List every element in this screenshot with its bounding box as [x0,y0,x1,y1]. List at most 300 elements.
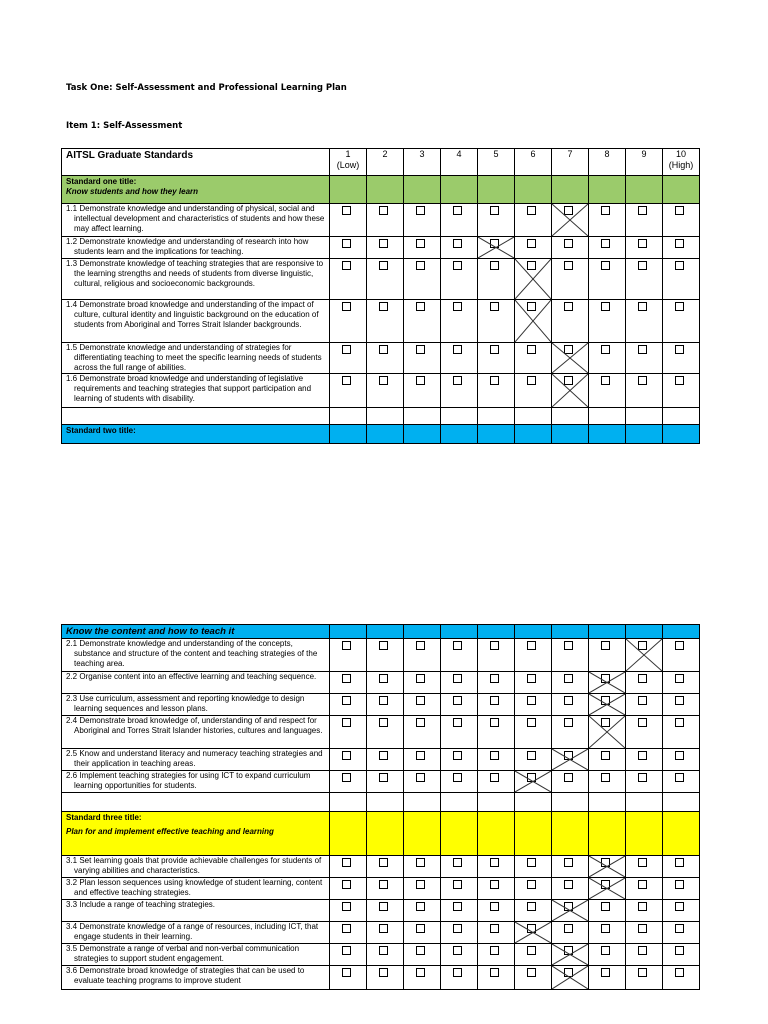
criterion-text: 1.4 Demonstrate broad knowledge and understanding of the impact of culture, cultural identity and linguistic background on the education of students from Aboriginal and Torres Strait Islander backgrounds. [66,300,319,329]
rating-checkbox[interactable] [564,880,573,889]
empty-cell [330,812,367,856]
rating-checkbox[interactable] [564,858,573,867]
rating-cell-9 [626,694,663,716]
standard-row [62,944,700,966]
rating-cell-5 [478,749,515,771]
rating-checkbox[interactable] [342,880,351,889]
criterion-text: 1.6 Demonstrate broad knowledge and understanding of legislative requirements and teaching strategies that support participation and learning of students with disability. [66,374,312,403]
rating-checkbox[interactable] [379,641,388,650]
criterion-text: 2.3 Use curriculum, assessment and reporting knowledge to design learning sequences and lesson plans. [66,694,305,713]
rating-checkbox[interactable] [638,206,647,215]
rating-checkbox[interactable] [638,968,647,977]
rating-cell-10 [663,204,700,237]
rating-cell-4 [441,300,478,343]
empty-cell [367,812,404,856]
rating-cell-3 [404,771,441,793]
rating-checkbox[interactable] [416,773,425,782]
rating-checkbox[interactable] [601,345,610,354]
rating-checkbox[interactable] [675,376,684,385]
rating-cell-6 [515,771,552,793]
rating-checkbox[interactable] [453,376,462,385]
rating-cell-2 [367,944,404,966]
rating-checkbox[interactable] [527,641,536,650]
rating-checkbox[interactable] [453,302,462,311]
rating-column-header-5: 5 [478,149,515,176]
selected-x-mark [552,343,588,373]
rating-cell-7 [552,204,589,237]
standard-one-header [62,176,700,204]
rating-checkbox[interactable] [601,968,610,977]
empty-cell [663,793,700,812]
standard-row [62,771,700,793]
rating-cell-4 [441,878,478,900]
rating-checkbox[interactable] [416,641,425,650]
rating-checkbox[interactable] [675,206,684,215]
rating-checkbox[interactable] [527,751,536,760]
rating-checkbox[interactable] [675,674,684,683]
rating-checkbox[interactable] [379,902,388,911]
rating-checkbox[interactable] [675,696,684,705]
rating-checkbox[interactable] [527,376,536,385]
rating-checkbox[interactable] [675,880,684,889]
rating-checkbox[interactable] [564,674,573,683]
rating-cell-8 [589,922,626,944]
empty-cell [330,625,367,639]
empty-cell [515,425,552,444]
rating-checkbox[interactable] [379,880,388,889]
criterion-description [62,204,330,237]
rating-checkbox[interactable] [453,696,462,705]
criterion-text: 3.3 Include a range of teaching strategies. [66,900,215,909]
blank-row [62,408,700,425]
rating-checkbox[interactable] [564,773,573,782]
rating-checkbox[interactable] [675,345,684,354]
rating-checkbox[interactable] [379,924,388,933]
empty-cell [552,408,589,425]
rating-checkbox[interactable] [638,674,647,683]
rating-cell-3 [404,237,441,259]
rating-checkbox[interactable] [342,376,351,385]
rating-cell-8 [589,771,626,793]
rating-checkbox[interactable] [601,902,610,911]
empty-cell [552,812,589,856]
rating-cell-2 [367,374,404,408]
rating-cell-1 [330,749,367,771]
rating-cell-2 [367,639,404,672]
rating-cell-1 [330,966,367,990]
rating-checkbox[interactable] [453,946,462,955]
empty-cell [478,793,515,812]
rating-checkbox[interactable] [638,302,647,311]
rating-checkbox[interactable] [490,641,499,650]
rating-checkbox[interactable] [379,376,388,385]
rating-checkbox[interactable] [342,302,351,311]
rating-checkbox[interactable] [527,696,536,705]
rating-cell-2 [367,204,404,237]
rating-cell-6 [515,300,552,343]
rating-checkbox[interactable] [416,902,425,911]
rating-checkbox[interactable] [342,968,351,977]
criterion-description [62,966,330,990]
criterion-description [62,944,330,966]
rating-cell-5 [478,374,515,408]
selected-x-mark [515,771,551,792]
empty-cell [552,793,589,812]
rating-cell-8 [589,237,626,259]
rating-cell-2 [367,856,404,878]
rating-checkbox[interactable] [379,261,388,270]
rating-checkbox[interactable] [675,924,684,933]
rating-checkbox[interactable] [638,345,647,354]
empty-cell [552,425,589,444]
rating-checkbox[interactable] [527,718,536,727]
standard-row [62,716,700,749]
rating-checkbox[interactable] [601,751,610,760]
blank-row [62,793,700,812]
standard-row [62,672,700,694]
rating-checkbox[interactable] [453,239,462,248]
rating-cell-5 [478,878,515,900]
rating-checkbox[interactable] [638,261,647,270]
standard-row [62,204,700,237]
rating-cell-6 [515,856,552,878]
empty-cell [404,625,441,639]
rating-checkbox[interactable] [453,641,462,650]
rating-checkbox[interactable] [490,376,499,385]
rating-cell-9 [626,672,663,694]
empty-cell [367,625,404,639]
rating-cell-9 [626,878,663,900]
rating-cell-8 [589,878,626,900]
criterion-text: 3.4 Demonstrate knowledge of a range of resources, including ICT, that engage students in their learning. [66,922,319,941]
rating-cell-3 [404,944,441,966]
standard-row [62,237,700,259]
empty-cell [663,625,700,639]
rating-checkbox[interactable] [453,773,462,782]
rating-checkbox[interactable] [453,968,462,977]
rating-cell-6 [515,878,552,900]
rating-checkbox[interactable] [416,751,425,760]
empty-cell [367,425,404,444]
empty-cell [626,625,663,639]
rating-checkbox[interactable] [527,880,536,889]
selected-x-mark [552,944,588,965]
rating-checkbox[interactable] [675,773,684,782]
table-header-title: AITSL Graduate Standards [62,149,330,176]
rating-checkbox[interactable] [564,641,573,650]
rating-checkbox[interactable] [638,751,647,760]
standard-two-title-row [62,625,700,639]
criterion-text: 3.6 Demonstrate broad knowledge of strategies that can be used to evaluate teaching programs to improve student [66,966,305,985]
rating-cell-10 [663,259,700,300]
rating-column-header-6: 6 [515,149,552,176]
criterion-text: 1.1 Demonstrate knowledge and understanding of physical, social and intellectual development and characteristics of students and how these may affect learning. [66,204,325,233]
standard-row [62,878,700,900]
rating-cell-2 [367,922,404,944]
table-header-row [62,149,700,176]
rating-checkbox[interactable] [527,345,536,354]
standard-row [62,966,700,990]
rating-checkbox[interactable] [453,718,462,727]
rating-checkbox[interactable] [675,302,684,311]
rating-cell-2 [367,259,404,300]
rating-checkbox[interactable] [379,239,388,248]
rating-cell-7 [552,300,589,343]
rating-checkbox[interactable] [638,376,647,385]
rating-checkbox[interactable] [453,880,462,889]
rating-checkbox[interactable] [601,376,610,385]
rating-checkbox[interactable] [490,968,499,977]
item-title: Item 1: Self-Assessment [66,121,183,131]
empty-cell [589,625,626,639]
rating-cell-10 [663,343,700,374]
rating-checkbox[interactable] [601,206,610,215]
criterion-text: 2.5 Know and understand literacy and numeracy teaching strategies and their application in teaching areas. [66,749,323,768]
rating-checkbox[interactable] [638,239,647,248]
rating-cell-5 [478,966,515,990]
rating-checkbox[interactable] [675,239,684,248]
criterion-description [62,694,330,716]
rating-checkbox[interactable] [379,674,388,683]
rating-checkbox[interactable] [490,302,499,311]
rating-cell-6 [515,374,552,408]
rating-checkbox[interactable] [601,641,610,650]
rating-cell-7 [552,878,589,900]
rating-checkbox[interactable] [416,718,425,727]
rating-checkbox[interactable] [490,696,499,705]
rating-checkbox[interactable] [638,773,647,782]
rating-cell-1 [330,343,367,374]
criterion-description [62,374,330,408]
empty-cell [330,425,367,444]
rating-checkbox[interactable] [416,924,425,933]
rating-checkbox[interactable] [379,345,388,354]
rating-checkbox[interactable] [527,968,536,977]
rating-cell-7 [552,259,589,300]
rating-checkbox[interactable] [379,718,388,727]
rating-checkbox[interactable] [453,924,462,933]
rating-checkbox[interactable] [453,345,462,354]
rating-cell-3 [404,374,441,408]
rating-checkbox[interactable] [416,858,425,867]
rating-cell-5 [478,672,515,694]
rating-checkbox[interactable] [342,674,351,683]
rating-checkbox[interactable] [490,773,499,782]
rating-checkbox[interactable] [342,773,351,782]
rating-checkbox[interactable] [490,674,499,683]
rating-checkbox[interactable] [379,206,388,215]
rating-cell-1 [330,856,367,878]
rating-checkbox[interactable] [416,302,425,311]
rating-checkbox[interactable] [675,718,684,727]
rating-cell-1 [330,237,367,259]
rating-cell-5 [478,856,515,878]
empty-cell [441,176,478,204]
rating-checkbox[interactable] [490,858,499,867]
rating-cell-3 [404,878,441,900]
standard-three-title-label: Standard three title: [66,813,142,822]
rating-cell-10 [663,966,700,990]
rating-checkbox[interactable] [527,946,536,955]
empty-cell [478,812,515,856]
rating-checkbox[interactable] [342,696,351,705]
rating-checkbox[interactable] [490,718,499,727]
rating-checkbox[interactable] [527,239,536,248]
rating-checkbox[interactable] [601,773,610,782]
rating-column-header-8: 8 [589,149,626,176]
rating-checkbox[interactable] [490,946,499,955]
rating-checkbox[interactable] [490,261,499,270]
rating-checkbox[interactable] [453,206,462,215]
rating-checkbox[interactable] [342,924,351,933]
empty-cell [589,793,626,812]
rating-cell-8 [589,694,626,716]
rating-checkbox[interactable] [601,302,610,311]
rating-checkbox[interactable] [675,751,684,760]
rating-checkbox[interactable] [342,946,351,955]
rating-cell-8 [589,966,626,990]
empty-cell [404,793,441,812]
criterion-text: 2.6 Implement teaching strategies for using ICT to expand curriculum learning opportunities for students. [66,771,311,790]
rating-checkbox[interactable] [416,880,425,889]
empty-cell [478,408,515,425]
rating-checkbox[interactable] [342,902,351,911]
rating-checkbox[interactable] [453,902,462,911]
rating-checkbox[interactable] [638,858,647,867]
rating-checkbox[interactable] [638,902,647,911]
standard-two-rows [62,639,700,793]
rating-checkbox[interactable] [416,674,425,683]
rating-cell-10 [663,944,700,966]
rating-checkbox[interactable] [638,924,647,933]
rating-column-header-2: 2 [367,149,404,176]
rating-cell-1 [330,716,367,749]
rating-cell-1 [330,672,367,694]
rating-checkbox[interactable] [342,239,351,248]
rating-checkbox[interactable] [564,261,573,270]
rating-checkbox[interactable] [453,674,462,683]
rating-checkbox[interactable] [527,858,536,867]
rating-checkbox[interactable] [675,641,684,650]
rating-cell-10 [663,374,700,408]
rating-checkbox[interactable] [564,924,573,933]
rating-checkbox[interactable] [342,345,351,354]
rating-checkbox[interactable] [527,902,536,911]
empty-cell [478,176,515,204]
rating-checkbox[interactable] [416,696,425,705]
rating-checkbox[interactable] [453,751,462,760]
criterion-description [62,749,330,771]
rating-checkbox[interactable] [379,302,388,311]
rating-checkbox[interactable] [342,206,351,215]
rating-checkbox[interactable] [490,902,499,911]
rating-checkbox[interactable] [416,239,425,248]
criterion-description [62,237,330,259]
rating-checkbox[interactable] [675,902,684,911]
empty-cell [404,176,441,204]
rating-checkbox[interactable] [675,946,684,955]
rating-cell-8 [589,343,626,374]
rating-checkbox[interactable] [379,696,388,705]
rating-cell-4 [441,966,478,990]
rating-checkbox[interactable] [564,239,573,248]
rating-cell-1 [330,878,367,900]
rating-checkbox[interactable] [416,206,425,215]
rating-checkbox[interactable] [416,946,425,955]
rating-checkbox[interactable] [453,858,462,867]
rating-checkbox[interactable] [638,946,647,955]
rating-checkbox[interactable] [527,674,536,683]
rating-checkbox[interactable] [638,696,647,705]
rating-checkbox[interactable] [453,261,462,270]
rating-checkbox[interactable] [675,261,684,270]
rating-checkbox[interactable] [342,718,351,727]
rating-cell-4 [441,694,478,716]
rating-checkbox[interactable] [379,751,388,760]
rating-checkbox[interactable] [638,718,647,727]
rating-cell-4 [441,749,478,771]
rating-cell-9 [626,856,663,878]
rating-checkbox[interactable] [416,261,425,270]
standard-row [62,900,700,922]
rating-checkbox[interactable] [416,345,425,354]
rating-checkbox[interactable] [342,751,351,760]
rating-checkbox[interactable] [601,946,610,955]
rating-checkbox[interactable] [490,880,499,889]
criterion-text: 2.1 Demonstrate knowledge and understanding of the concepts, substance and structure of the content and teaching strategies of the teaching area. [66,639,318,668]
standard-row [62,259,700,300]
rating-checkbox[interactable] [342,641,351,650]
rating-checkbox[interactable] [490,751,499,760]
rating-cell-9 [626,749,663,771]
rating-checkbox[interactable] [564,302,573,311]
rating-checkbox[interactable] [490,924,499,933]
rating-cell-5 [478,300,515,343]
rating-checkbox[interactable] [527,206,536,215]
rating-checkbox[interactable] [564,718,573,727]
rating-cell-4 [441,259,478,300]
rating-cell-5 [478,771,515,793]
rating-checkbox[interactable] [379,773,388,782]
rating-checkbox[interactable] [342,261,351,270]
rating-checkbox[interactable] [601,261,610,270]
standard-three-title: Plan for and implement effective teaching and learning [66,827,274,836]
rating-checkbox[interactable] [490,206,499,215]
rating-checkbox[interactable] [416,376,425,385]
rating-cell-2 [367,672,404,694]
rating-checkbox[interactable] [675,858,684,867]
rating-checkbox[interactable] [490,345,499,354]
rating-checkbox[interactable] [416,968,425,977]
rating-column-header-7: 7 [552,149,589,176]
rating-checkbox[interactable] [379,858,388,867]
criterion-description [62,300,330,343]
rating-cell-7 [552,856,589,878]
rating-checkbox[interactable] [601,924,610,933]
rating-checkbox[interactable] [564,696,573,705]
rating-checkbox[interactable] [379,968,388,977]
rating-cell-4 [441,771,478,793]
rating-checkbox[interactable] [675,968,684,977]
rating-cell-7 [552,749,589,771]
rating-checkbox[interactable] [601,239,610,248]
rating-checkbox[interactable] [638,880,647,889]
rating-checkbox[interactable] [342,858,351,867]
rating-cell-6 [515,343,552,374]
rating-checkbox[interactable] [379,946,388,955]
rating-cell-4 [441,856,478,878]
standard-three-header [62,812,700,856]
